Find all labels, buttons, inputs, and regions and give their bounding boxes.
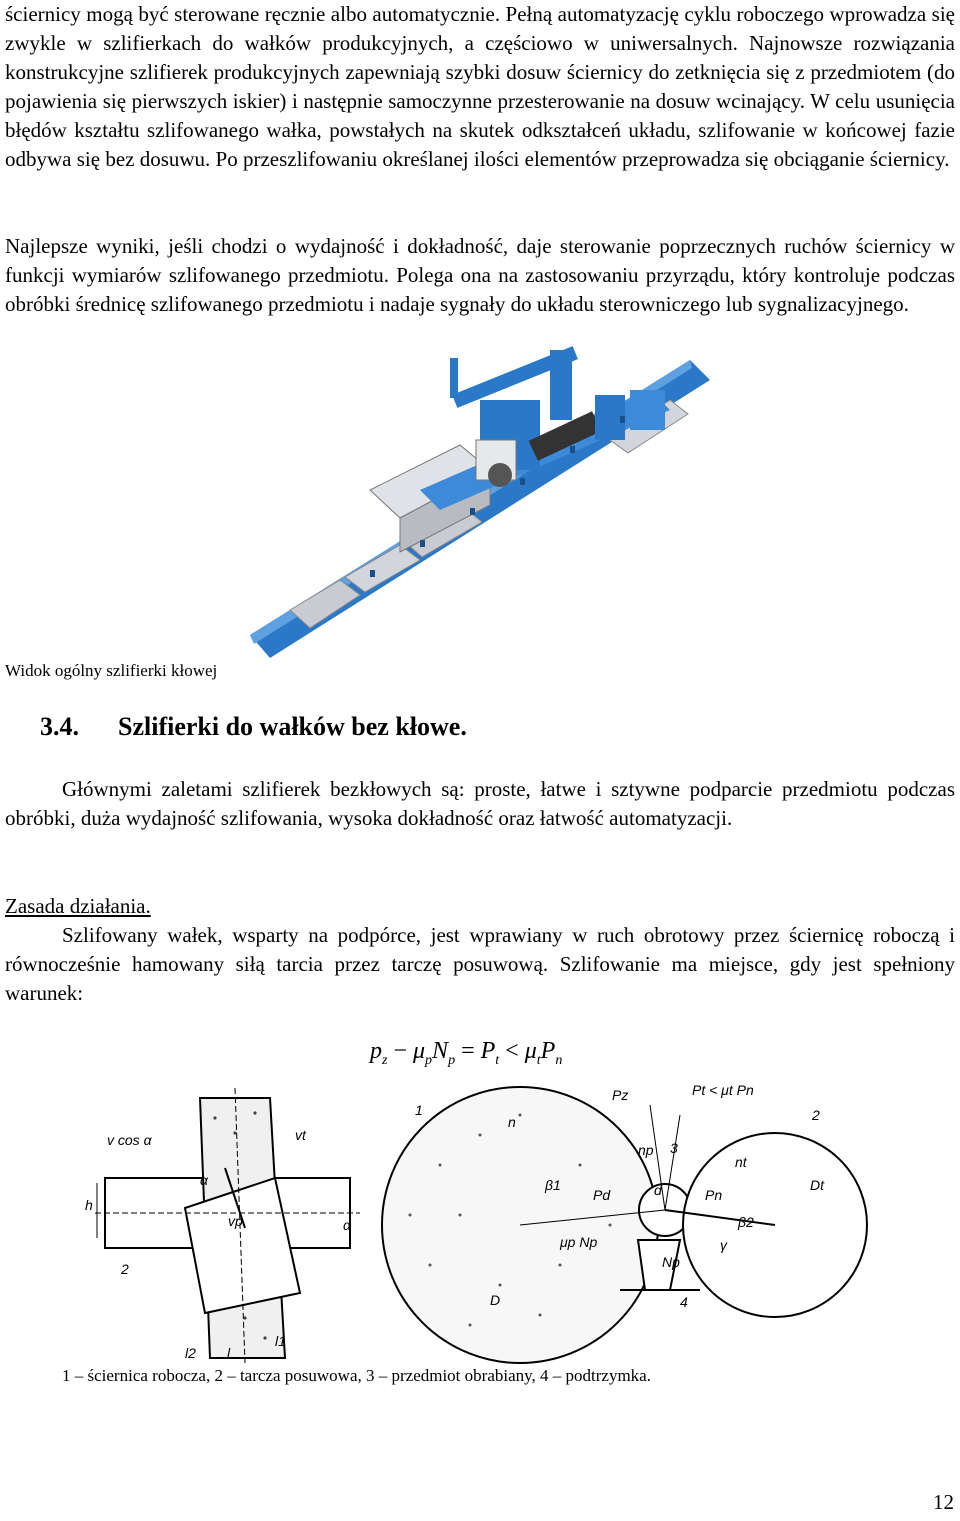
centerless-side-view-diagram [85, 1078, 370, 1363]
label-3: 3 [670, 1140, 678, 1156]
figure-caption-grinder: Widok ogólny szlifierki kłowej [5, 661, 218, 680]
principle-title-text: Zasada działania. [5, 894, 151, 918]
label-vt: vt [295, 1127, 306, 1143]
label-beta1: β1 [545, 1177, 561, 1193]
page-number: 12 [933, 1490, 954, 1514]
figure-caption-centerless: 1 – ściernica robocza, 2 – tarcza posuwowa, 3 – przedmiot obrabiany, 4 – podtrzymka. [62, 1366, 651, 1385]
label-alpha: α [200, 1172, 208, 1188]
paragraph-advantages: Głównymi zaletami szlifierek bezkłowych są: proste, łatwe i sztywne podparcie przedmiotu podczas obróbki, duża wydajność szlifowania, wysoka dokładność oraz łatwość automatyzacji. [5, 777, 955, 830]
section-title: Szlifierki do wałków bez kłowe. [118, 712, 467, 741]
label-pn: Pn [705, 1187, 723, 1203]
label-nt: nt [735, 1154, 747, 1170]
centerless-front-view-diagram [380, 1075, 870, 1365]
label-alpha2: α [343, 1217, 351, 1233]
label-beta2: β2 [738, 1214, 754, 1230]
section-heading [40, 712, 467, 742]
label-Np: Np [662, 1254, 680, 1270]
label-cond: Pt < μt Pn [692, 1082, 754, 1098]
label-2: 2 [121, 1261, 129, 1277]
label-d: d [654, 1182, 662, 1198]
label-l1: l1 [275, 1333, 286, 1349]
grinder-machine-image [250, 340, 710, 660]
grinding-condition-formula: $p_z - \mu_pN_p = P_t < \mu_tP_n$ [370, 1038, 563, 1068]
section-number: 3.4. [40, 712, 79, 741]
paragraph-control: Najlepsze wyniki, jeśli chodzi o wydajność i dokładność, daje sterowanie poprzecznych ruchów ściernicy w funkcji wymiarów szlifowanego przedmiotu. Polega ona na zastosowaniu przyrządu, który kontroluje podczas obróbki średnicę szlifowanego przedmiotu i nadaje sygnały do układu sterowniczego lub sygnalizacyjnego. [5, 234, 955, 316]
label-l2: l2 [185, 1345, 196, 1361]
label-gamma: γ [720, 1237, 727, 1253]
label-h: h [85, 1197, 93, 1213]
label-np: np [638, 1142, 654, 1158]
label-l: l [227, 1345, 231, 1361]
label-pz: Pz [612, 1087, 629, 1103]
label-vcos: v cos α [107, 1132, 152, 1148]
paragraph-principle: Szlifowany wałek, wsparty na podpórce, jest wprawiany w ruch obrotowy przez ściernicę roboczą i równocześnie hamowany siłą tarcia przez tarczę posuwową. Szlifowanie ma miejsce, gdy jest spełniony warunek: [5, 923, 955, 1005]
label-Dt: Dt [810, 1177, 824, 1193]
label-D: D [490, 1292, 501, 1308]
label-vp: vp [228, 1213, 243, 1229]
label-mupnp: μp Np [560, 1234, 598, 1250]
principle-title [5, 892, 955, 921]
label-pd: Pd [593, 1187, 611, 1203]
label-1: 1 [415, 1102, 423, 1118]
paragraph-automation: ściernicy mogą być sterowane ręcznie albo automatycznie. Pełną automatyzację cyklu roboczego wprowadza się zwykle w szlifierkach do wałków produkcyjnych, a częściowo w uniwersalnych. Najnowsze rozwiązania konstrukcyjne szlifierek produkcyjnych zapewniają szybki dosuw ściernicy do zetknięcia się z przedmiotem (do pojawienia się pierwszych iskier) i następnie samoczynne przesterowanie na dosuw wcinający. W celu usunięcia błędów kształtu szlifowanego wałka, powstałych na skutek odkształceń układu, szlifowanie w końcowej fazie odbywa się bez dosuwu. Po przeszlifowaniu określanej ilości elementów przeprowadza się obciąganie ściernicy. [5, 2, 955, 171]
label-n: n [508, 1114, 516, 1130]
label-2-right: 2 [812, 1107, 820, 1123]
label-4: 4 [680, 1294, 688, 1310]
